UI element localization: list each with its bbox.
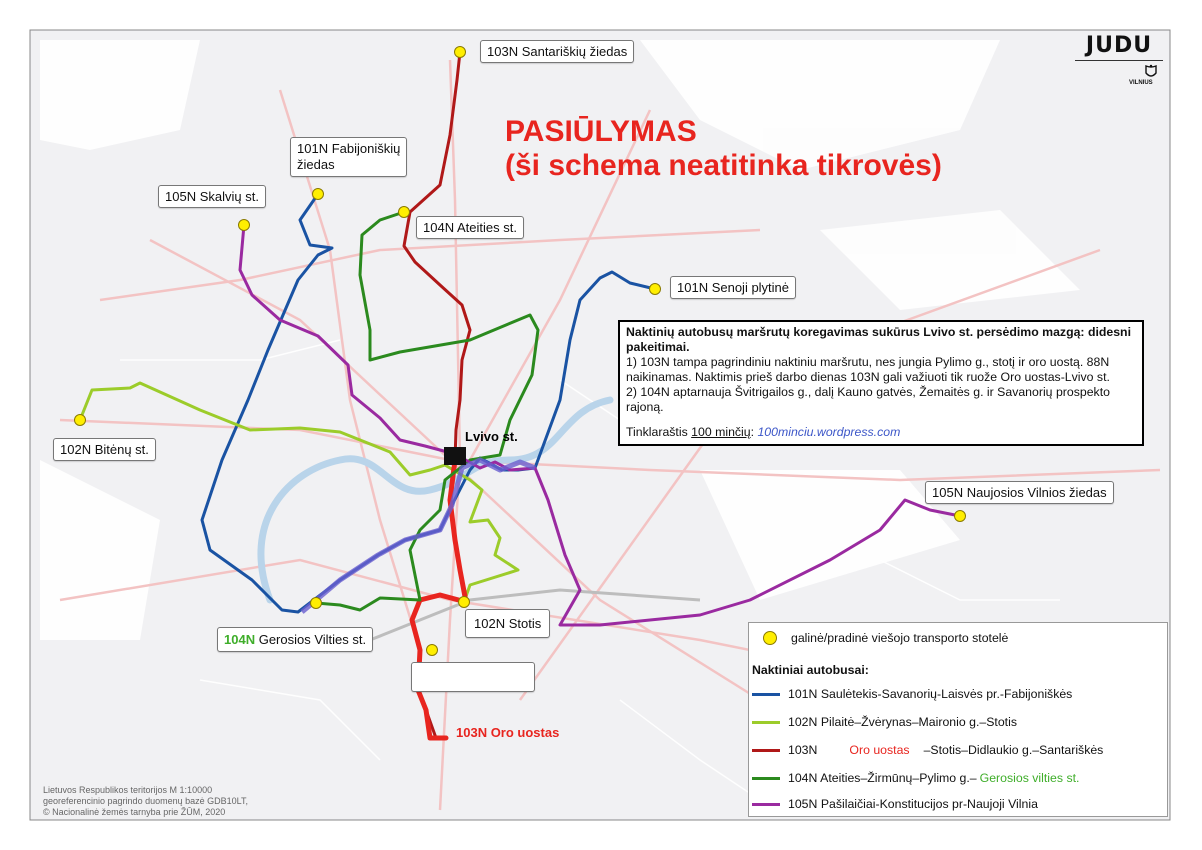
- info-blog-name[interactable]: 100 minčių: [691, 425, 751, 439]
- stop-label-fabijoniskiu[interactable]: [290, 137, 407, 177]
- legend-heading-text: Naktiniai autobusai:: [752, 663, 869, 677]
- stop-dot-fabijoniskiu: [313, 189, 324, 200]
- stop-dot-gerosios: [311, 598, 322, 609]
- info-point-2: 2) 104N aptarnauja Švitrigailos g., dalį Kauno gatvės, Žemaitės g. ir Savanorių prospekto rajoną.: [626, 385, 1110, 414]
- stop-label-senoji[interactable]: 101N Senoji plytinė: [670, 276, 796, 299]
- stop-label-gerosios-name: Gerosios Vilties st.: [258, 632, 367, 647]
- info-point-1: 1) 103N tampa pagrindiniu naktiniu maršrutu, nes jungia Pylimo g., stotį ir oro uostą. 88N naikinamas. Naktimis prieš darbo dienas 103N gali važiuoti tik ruože Oro uostas-Lvivo st.: [626, 355, 1110, 384]
- headline-line-2: (ši schema neatitinka tikrovės): [505, 149, 942, 182]
- legend-swatch-103N-icon: [752, 749, 780, 752]
- stop-label-bitenu[interactable]: 102N Bitėnų st.: [53, 438, 156, 461]
- legend-swatch-101N-icon: [752, 693, 780, 696]
- legend-row-102N: [749, 715, 1017, 729]
- legend-label-102N: 102N Pilaitė–Žvėrynas–Maironio g.–Stotis: [788, 715, 1017, 729]
- stop-dot-skalviu: [239, 220, 250, 231]
- stop-dot-ateities: [399, 207, 410, 218]
- logo-divider: [1075, 60, 1163, 61]
- hub-label-lvivo: Lvivo st.: [465, 429, 518, 444]
- info-title: Naktinių autobusų maršrutų koregavimas sukūrus Lvivo st. persėdimo mazgą: didesni pakeitimai.: [626, 325, 1131, 354]
- legend-stop-label: galinė/pradinė viešojo transporto stotelė: [791, 631, 1009, 645]
- logo-city: VILNIUS: [1129, 80, 1153, 86]
- stop-label-gerosios[interactable]: [217, 627, 373, 652]
- legend-row-101N: [749, 687, 1072, 701]
- legend-swatch-102N-icon: [752, 721, 780, 724]
- vilnius-crest-icon: [1144, 63, 1158, 79]
- info-blog-sep: :: [750, 425, 755, 439]
- legend-row-103N: [749, 743, 1103, 757]
- legend-label-103N-code: 103N: [788, 743, 818, 757]
- info-blog-url[interactable]: 100minciu.wordpress.com: [757, 425, 901, 439]
- stop-label-gerosios-code: 104N: [224, 632, 256, 647]
- map-copyright: [43, 785, 248, 818]
- stop-dot-senoji: [650, 284, 661, 295]
- stop-label-fabijoniskiu-l2: žiedas: [297, 157, 335, 172]
- stop-label-skalviu[interactable]: 105N Skalvių st.: [158, 185, 266, 208]
- info-gap: [626, 415, 1136, 425]
- legend-stop-dot-icon: [763, 631, 777, 645]
- info-blog-row: [626, 425, 1136, 440]
- stop-label-empty[interactable]: [411, 662, 535, 692]
- legend-swatch-104N-icon: [752, 777, 780, 780]
- legend-label-103N-red: Oro uostas: [849, 743, 910, 757]
- info-blog-label: Tinklaraštis: [626, 425, 688, 439]
- stop-label-oro-uostas: 103N Oro uostas: [456, 725, 560, 740]
- proposal-headline: [505, 115, 942, 183]
- stop-dot-naujosios: [955, 511, 966, 522]
- info-box: [618, 320, 1144, 446]
- legend-label-103N-rest: –Stotis–Didlaukio g.–Santariškės: [923, 743, 1104, 757]
- stop-label-santariskiu[interactable]: 103N Santariškių žiedas: [480, 40, 634, 63]
- legend-label-104N: 104N Ateities–Žirmūnų–Pylimo g.–: [788, 771, 977, 785]
- legend: [748, 622, 1168, 817]
- stop-dot-stotis: [459, 597, 470, 608]
- legend-row-104N: [749, 771, 1079, 785]
- legend-label-104N-green: Gerosios vilties st.: [979, 771, 1080, 785]
- copyright-line-1: Lietuvos Respublikos teritorijos M 1:10000: [43, 785, 213, 795]
- stop-dot-santariskiu: [455, 47, 466, 58]
- legend-swatch-105N-icon: [752, 803, 780, 806]
- legend-heading: [752, 663, 869, 677]
- legend-row-stop: [749, 631, 1008, 645]
- stop-label-fabijoniskiu-l1: 101N Fabijoniškių: [297, 141, 401, 156]
- copyright-line-2: georeferencinio pagrindo duomenų bazė GDB10LT,: [43, 796, 248, 806]
- legend-label-101N: 101N Saulėtekis-Savanorių-Laisvės pr.-Fabijoniškės: [788, 687, 1073, 701]
- copyright-line-3: © Nacionalinė žemės tarnyba prie ŽŪM, 2020: [43, 807, 226, 817]
- headline-line-1: PASIŪLYMAS: [505, 115, 697, 148]
- lvivo-hub-marker: [444, 447, 466, 465]
- judu-logo: [1071, 33, 1167, 86]
- stop-dot-oro: [427, 645, 438, 656]
- logo-brand: JUDU: [1085, 33, 1153, 58]
- stop-label-stotis[interactable]: 102N Stotis: [465, 609, 550, 638]
- legend-label-105N: 105N Pašilaičiai-Konstitucijos pr-Naujoji Vilnia: [788, 797, 1038, 811]
- stop-dot-bitenu: [75, 415, 86, 426]
- legend-row-105N: [749, 797, 1038, 811]
- stop-label-ateities[interactable]: 104N Ateities st.: [416, 216, 524, 239]
- stop-label-naujosios[interactable]: 105N Naujosios Vilnios žiedas: [925, 481, 1114, 504]
